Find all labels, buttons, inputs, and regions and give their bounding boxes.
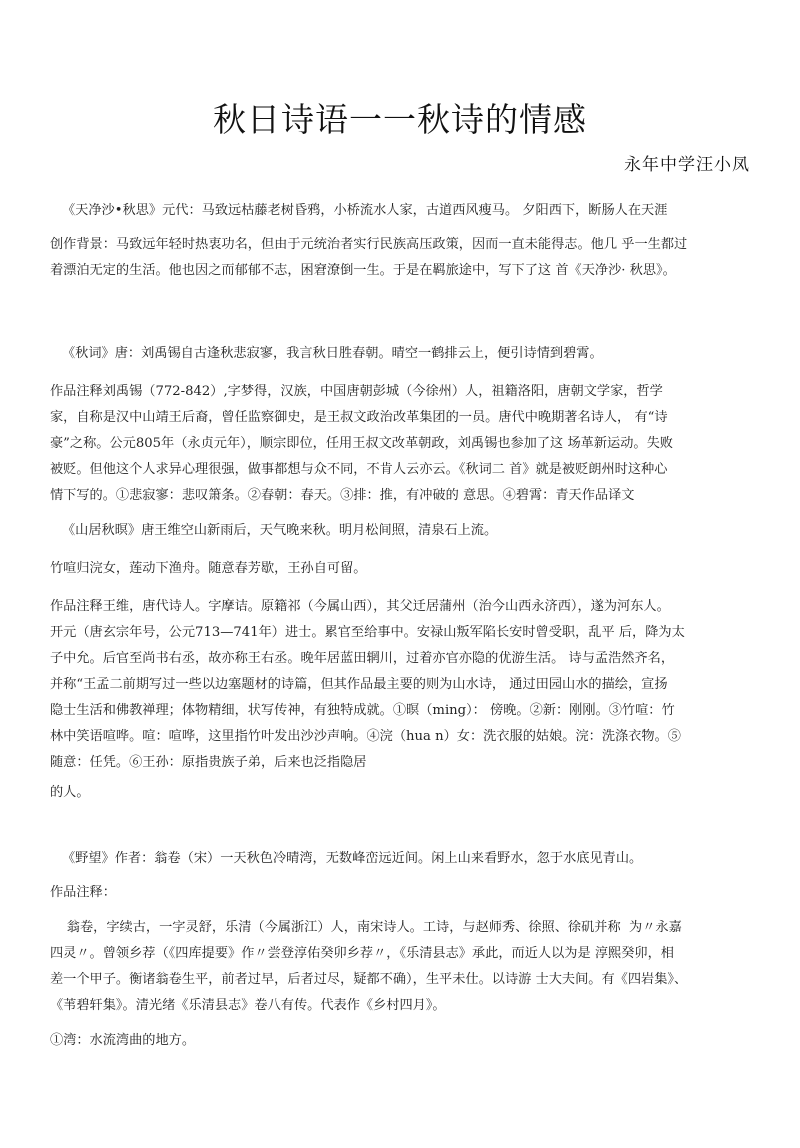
notes-label: 作品注释： [50,885,116,900]
notes-line: 作品注释王维，唐代诗人。字摩诘。原籍祁（今属山西），其父迁居蒲州（治今山西永济西），遂为河东人。 [50,599,670,614]
notes-line: 豪”之称。公元805年（永贞元年），顺宗即位，任用王叔文改革朝政，刘禹锡也参加了这 场革新运动。失败 [50,436,673,451]
footnote: ①湾：水流湾曲的地方。 [50,1033,196,1048]
notes-line: 被贬。但他这个人求异心理很强，做事都想与众不同，不肯人云亦云。《秋词二 首》就是被贬朗州时这种心 [50,462,668,477]
poem-text: 《秋词》唐：刘禹锡自古逢秋悲寂寥，我言秋日胜春朝。晴空一鹤排云上，便引诗情到碧霄。 [62,346,603,361]
notes-line: 作品注释刘禹锡（772-842）,字梦得，汉族，中国唐朝彭城（今徐州）人，祖籍洛阳，唐朝文学家，哲学 [50,384,663,399]
notes-line: 随意：任凭。⑥王孙：原指贵族子弟，后来也泛指隐居 [50,755,367,770]
poem-text: 《山居秋暝》唐王维空山新雨后，天气晚来秋。明月松间照，清泉石上流。 [62,523,498,538]
notes-paragraph [50,379,762,509]
notes-line: 家，自称是汉中山靖王后裔，曾任监察御史，是王叔文政治改革集团的一员。唐代中晚期著名诗人， 有“诗 [50,410,668,425]
notes-line: 情下写的。①悲寂寥：悲叹箫条。②春朝：春天。③排：推，有冲破的 意思。④碧霄：青天作品译文 [50,488,635,503]
poem-text-continued: 竹喧归浣女，莲动下渔舟。随意春芳歇，王孙自可留。 [50,561,367,576]
poem-text: 《野望》作者：翁卷（宋）一天秋色冷晴湾，无数峰峦远近间。闲上山来看野水，忽于水底见青山。 [62,851,643,866]
poem-line [50,846,762,872]
notes-paragraph [50,915,762,1019]
poem-line [50,341,762,367]
author-line: 永年中学汪小凤 [624,155,750,175]
notes-paragraph [50,594,762,806]
notes-line: 差一个甲子。衡诸翁卷生平，前者过早，后者过尽，疑都不确），生平未仕。以诗游 士大夫间。有《四岩集》、 [50,972,688,987]
notes-line: 开元（唐玄宗年号，公元713—741年）进士。累官至给事中。安禄山叛军陷长安时曾受职，乱平 后，降为太 [50,625,685,640]
notes-line: 创作背景：马致远年轻时热衷功名，但由于元统治者实行民族高压政策，因而一直未能得志。他几 乎一生都过 [50,237,688,252]
notes-line: 四灵〃。曾领乡荐（《四库提要》作〃尝登淳佑癸卯乡荐〃，《乐清县志》承此，而近人以为是 淳熙癸卯，相 [50,946,674,961]
notes-line: 翁卷，字续古，一字灵舒，乐清（今属浙江）人，南宋诗人。工诗，与赵师秀、徐照、徐矶并称 为〃永嘉 [50,920,682,935]
poem-line [50,518,762,544]
notes-paragraph [50,232,762,284]
footnote-line [50,1028,762,1054]
poem-line [50,556,762,582]
notes-line: 的人。 [50,785,90,800]
notes-line: 子中允。后官至尚书右丞，故亦称王右丞。晚年居蓝田辋川，过着亦官亦隐的优游生活。 诗与孟浩然齐名， [50,651,675,666]
notes-line: 着漂泊无定的生活。他也因之而郁郁不志，困窘潦倒一生。于是在羁旅途中，写下了这 首《天净沙· 秋思》。 [50,263,676,278]
notes-line: 并称“王孟二前期写过一些以边塞题材的诗篇，但其作品最主要的则为山水诗， 通过田园山水的描绘，宣扬 [50,677,668,692]
notes-line: 林中笑语喧哗。喧：喧哗，这里指竹叶发出沙沙声响。④浣（hua n）女：洗衣服的姑娘。浣：洗涤衣物。⑤ [50,729,681,744]
poem-line [50,198,762,224]
page-title: 秋日诗语一一秋诗的情感 [213,100,587,140]
notes-line: 隐士生活和佛教禅理；体物精细，状写传神，有独特成就。①暝（ming）： 傍晚。②新：刚刚。③竹喧：竹 [50,703,675,718]
poem-text: 《天净沙•秋思》元代：马致远枯藤老树昏鸦，小桥流水人家，古道西风瘦马。 夕阳西下，断肠人在天涯 [62,203,668,218]
notes-label-line [50,880,762,906]
notes-line: 《苇碧轩集》。清光绪《乐清县志》卷八有传。代表作《乡村四月》。 [50,998,446,1013]
